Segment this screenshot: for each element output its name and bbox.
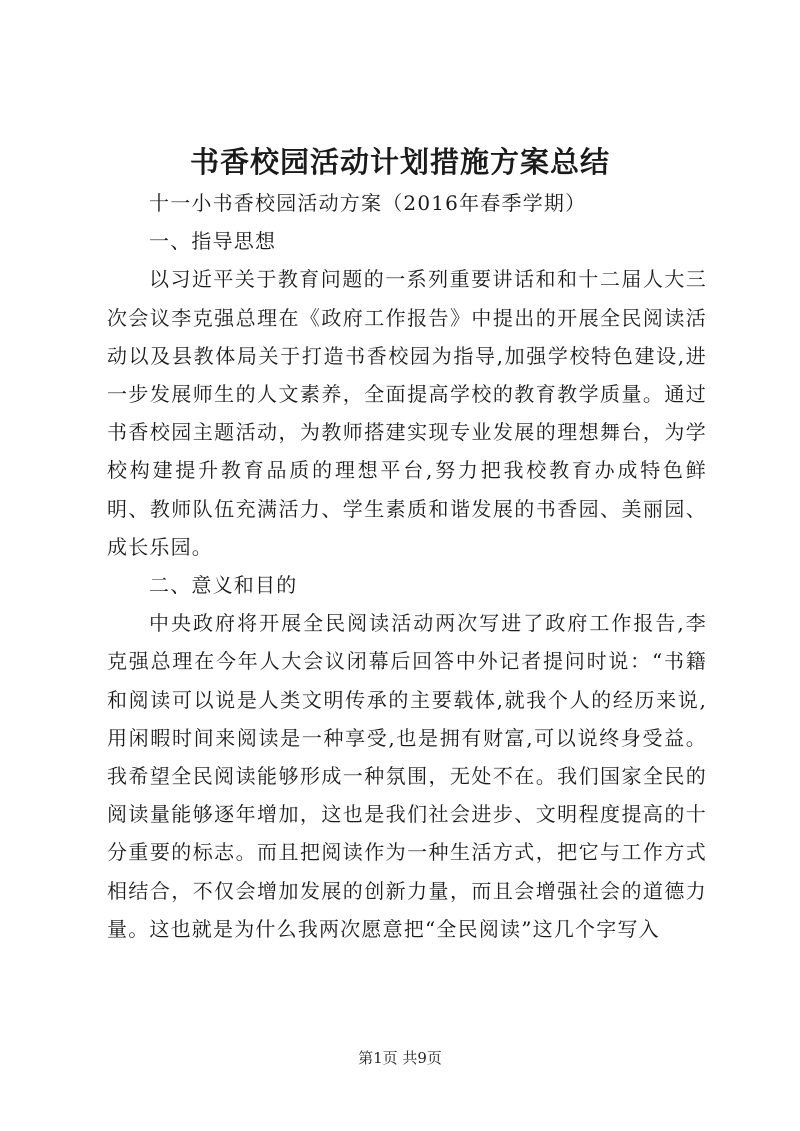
subtitle-paragraph: 十一小书香校园活动方案（2016年春季学期）	[149, 191, 587, 215]
page-number-footer: 第1页 共9页	[358, 1049, 442, 1067]
body-paragraph: 中央政府将开展全民阅读活动两次写进了政府工作报告,李克强总理在今年人大会议闭幕后回答中外记者提问时说：“书籍和阅读可以说是人类文明传承的主要载体,就我个人的经历来说,用闲暇时间来阅读是一种享受,也是拥有财富,可以说终身受益。我希望全民阅读能够形成一种氛围，无处不在。我们国家全民的阅读量能够逐年增加，这也是我们社会进步、文明程度提高的十分重要的标志。而且把阅读作为一种生活方式，把它与工作方式相结合，不仅会增加发展的创新力量，而且会增强社会的道德力量。这也就是为什么我两次愿意把“全民阅读”这几个字写入	[107, 611, 707, 941]
document-body	[107, 184, 707, 948]
body-paragraph: 以习近平关于教育问题的一系列重要讲话和和十二届人大三次会议李克强总理在《政府工作报告》中提出的开展全民阅读活动以及县教体局关于打造书香校园为指导,加强学校特色建设,进一步发展师生的人文素养，全面提高学校的教育教学质量。通过书香校园主题活动，为教师搭建实现专业发展的理想舞台，为学校构建提升教育品质的理想平台,努力把我校教育办成特色鲜明、教师队伍充满活力、学生素质和谐发展的书香园、美丽园、成长乐园。	[107, 267, 707, 559]
section-heading-significance: 二、意义和目的	[149, 573, 298, 598]
document-title: 书香校园活动计划措施方案总结	[189, 145, 610, 179]
section-heading-guiding-ideology: 一、指导思想	[149, 229, 277, 254]
